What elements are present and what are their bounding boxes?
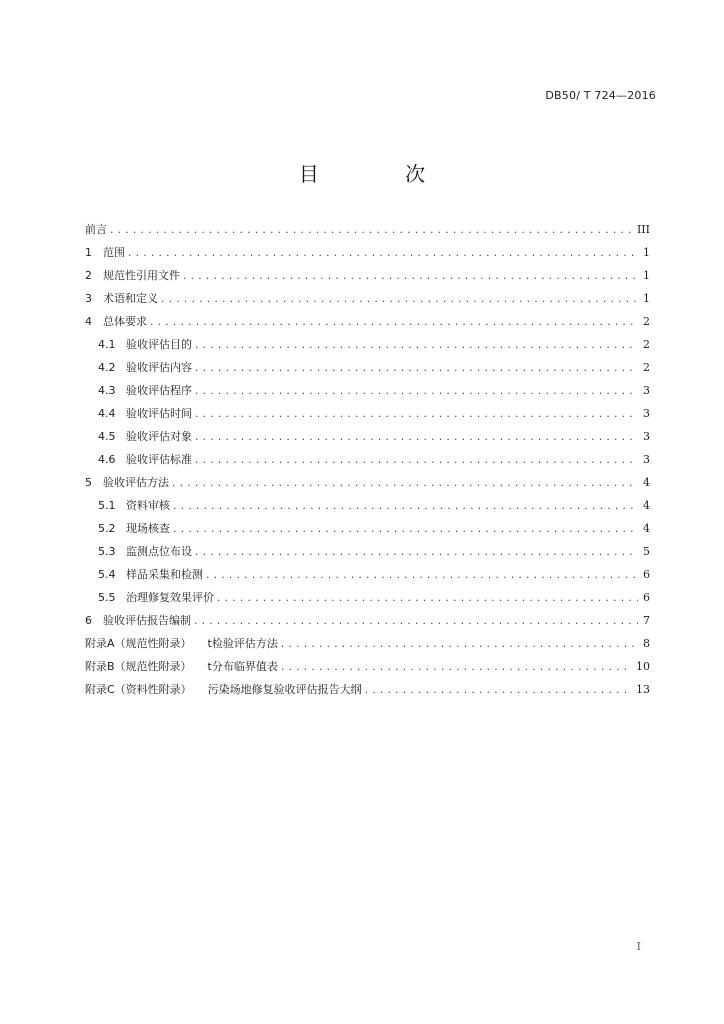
toc-entry-number: 附录C（资料性附录） xyxy=(85,683,192,696)
toc-entry-label: 总体要求 xyxy=(103,315,147,328)
toc-entry-label: 验收评估程序 xyxy=(126,384,192,397)
toc-leader-dots xyxy=(194,427,638,450)
page-title: 目 次 xyxy=(298,162,466,186)
toc-entry-label: 验收评估标准 xyxy=(126,453,192,466)
toc-entry-page: 3 xyxy=(643,430,650,443)
toc-entry-page: 2 xyxy=(643,338,650,351)
toc-entry-label: 验收评估报告编制 xyxy=(103,614,191,627)
toc-leader-dots xyxy=(193,611,638,634)
toc-entry[interactable] xyxy=(85,379,650,402)
toc-entry[interactable] xyxy=(85,563,650,586)
toc-entry[interactable] xyxy=(85,448,650,471)
toc-entry[interactable] xyxy=(85,517,650,540)
toc-entry-page: 8 xyxy=(643,637,650,650)
toc-entry[interactable] xyxy=(85,655,650,678)
toc-entry[interactable] xyxy=(85,402,650,425)
toc-entry-page: 4 xyxy=(643,522,650,535)
toc-entry-page: 10 xyxy=(636,660,650,673)
toc-leader-dots xyxy=(149,312,638,335)
toc-entry[interactable] xyxy=(85,609,650,632)
toc-leader-dots xyxy=(172,496,638,519)
toc-leader-dots xyxy=(172,519,638,542)
toc-entry-number: 4.4 xyxy=(98,407,116,420)
toc-leader-dots xyxy=(216,588,638,611)
toc-entry[interactable] xyxy=(85,471,650,494)
toc-leader-dots xyxy=(194,358,638,381)
toc-entry[interactable] xyxy=(85,356,650,379)
toc-leader-dots xyxy=(194,450,638,473)
toc-entry-number: 2 xyxy=(85,269,92,282)
toc-entry-page: 6 xyxy=(643,568,650,581)
toc-entry[interactable] xyxy=(85,540,650,563)
toc-entry-label: 现场核查 xyxy=(126,522,170,535)
toc-entry-page: 13 xyxy=(636,683,650,696)
toc-entry-number: 4.6 xyxy=(98,453,116,466)
toc-entry-label: t分布临界值表 xyxy=(207,660,278,673)
toc-entry-number: 附录B（规范性附录） xyxy=(85,660,192,673)
standard-code: DB50/ T 724—2016 xyxy=(545,89,656,102)
toc-entry[interactable] xyxy=(85,494,650,517)
toc-entry[interactable] xyxy=(85,678,650,701)
toc-entry-number: 3 xyxy=(85,292,92,305)
toc-entry-number: 5.5 xyxy=(98,591,116,604)
toc-entry-page: 3 xyxy=(643,407,650,420)
toc-leader-dots xyxy=(194,381,638,404)
toc-leader-dots xyxy=(194,335,638,358)
toc-entry-label: 范围 xyxy=(103,246,125,259)
toc-entry-label: 前言 xyxy=(85,223,107,236)
toc-entry-label: 污染场地修复验收评估报告大纲 xyxy=(207,683,362,696)
toc-leader-dots xyxy=(182,266,638,289)
toc-leader-dots xyxy=(127,243,638,266)
toc-entry-page: 6 xyxy=(643,591,650,604)
toc-leader-dots xyxy=(280,634,638,657)
toc-entry-label: 验收评估时间 xyxy=(126,407,192,420)
toc-entry-page: 1 xyxy=(643,246,650,259)
toc-entry-page: 4 xyxy=(643,476,650,489)
toc-leader-dots xyxy=(109,220,633,243)
toc-leader-dots xyxy=(280,657,632,680)
toc-entry-page: 3 xyxy=(643,453,650,466)
toc-entry[interactable] xyxy=(85,425,650,448)
toc-entry-number: 5.2 xyxy=(98,522,116,535)
toc-entry-page: 1 xyxy=(643,292,650,305)
toc-entry-number: 4.3 xyxy=(98,384,116,397)
footer-page-number: I xyxy=(636,940,641,953)
toc-leader-dots xyxy=(160,289,638,312)
toc-entry-page: 5 xyxy=(643,545,650,558)
toc-entry[interactable] xyxy=(85,310,650,333)
toc-entry-label: 验收评估对象 xyxy=(126,430,192,443)
toc-entry[interactable] xyxy=(85,632,650,655)
toc-entry-label: 验收评估目的 xyxy=(126,338,192,351)
toc-entry[interactable] xyxy=(85,218,650,241)
toc-entry-label: 监测点位布设 xyxy=(126,545,192,558)
toc-entry-label: 治理修复效果评价 xyxy=(126,591,214,604)
toc-entry-label: 样品采集和检测 xyxy=(126,568,203,581)
toc-entry-number: 4.5 xyxy=(98,430,116,443)
toc-entry-page: 1 xyxy=(643,269,650,282)
toc-entry-label: 术语和定义 xyxy=(103,292,158,305)
toc-entry-label: 验收评估方法 xyxy=(103,476,169,489)
toc-entry-page: 4 xyxy=(643,499,650,512)
table-of-contents xyxy=(85,218,650,701)
toc-entry[interactable] xyxy=(85,586,650,609)
toc-entry-page: 3 xyxy=(643,384,650,397)
toc-entry[interactable] xyxy=(85,241,650,264)
toc-leader-dots xyxy=(171,473,638,496)
toc-leader-dots xyxy=(364,680,632,703)
toc-leader-dots xyxy=(194,404,638,427)
toc-entry-page: 2 xyxy=(643,361,650,374)
toc-entry-page: III xyxy=(636,223,650,236)
toc-entry-label: 规范性引用文件 xyxy=(103,269,180,282)
toc-entry-page: 2 xyxy=(643,315,650,328)
toc-entry-label: 资料审核 xyxy=(126,499,170,512)
toc-entry-number: 5.3 xyxy=(98,545,116,558)
toc-entry-page: 7 xyxy=(643,614,650,627)
toc-entry[interactable] xyxy=(85,333,650,356)
toc-entry-number: 4.2 xyxy=(98,361,116,374)
toc-entry-number: 1 xyxy=(85,246,92,259)
toc-leader-dots xyxy=(205,565,638,588)
toc-entry-number: 附录A（规范性附录） xyxy=(85,637,192,650)
toc-entry-number: 5 xyxy=(85,476,92,489)
toc-entry[interactable] xyxy=(85,264,650,287)
toc-entry-label: 验收评估内容 xyxy=(126,361,192,374)
toc-entry-number: 5.4 xyxy=(98,568,116,581)
toc-entry-label: t检验评估方法 xyxy=(207,637,278,650)
toc-entry-number: 6 xyxy=(85,614,92,627)
toc-entry-number: 5.1 xyxy=(98,499,116,512)
toc-leader-dots xyxy=(194,542,638,565)
toc-entry-number: 4.1 xyxy=(98,338,116,351)
toc-entry-number: 4 xyxy=(85,315,92,328)
toc-entry[interactable] xyxy=(85,287,650,310)
